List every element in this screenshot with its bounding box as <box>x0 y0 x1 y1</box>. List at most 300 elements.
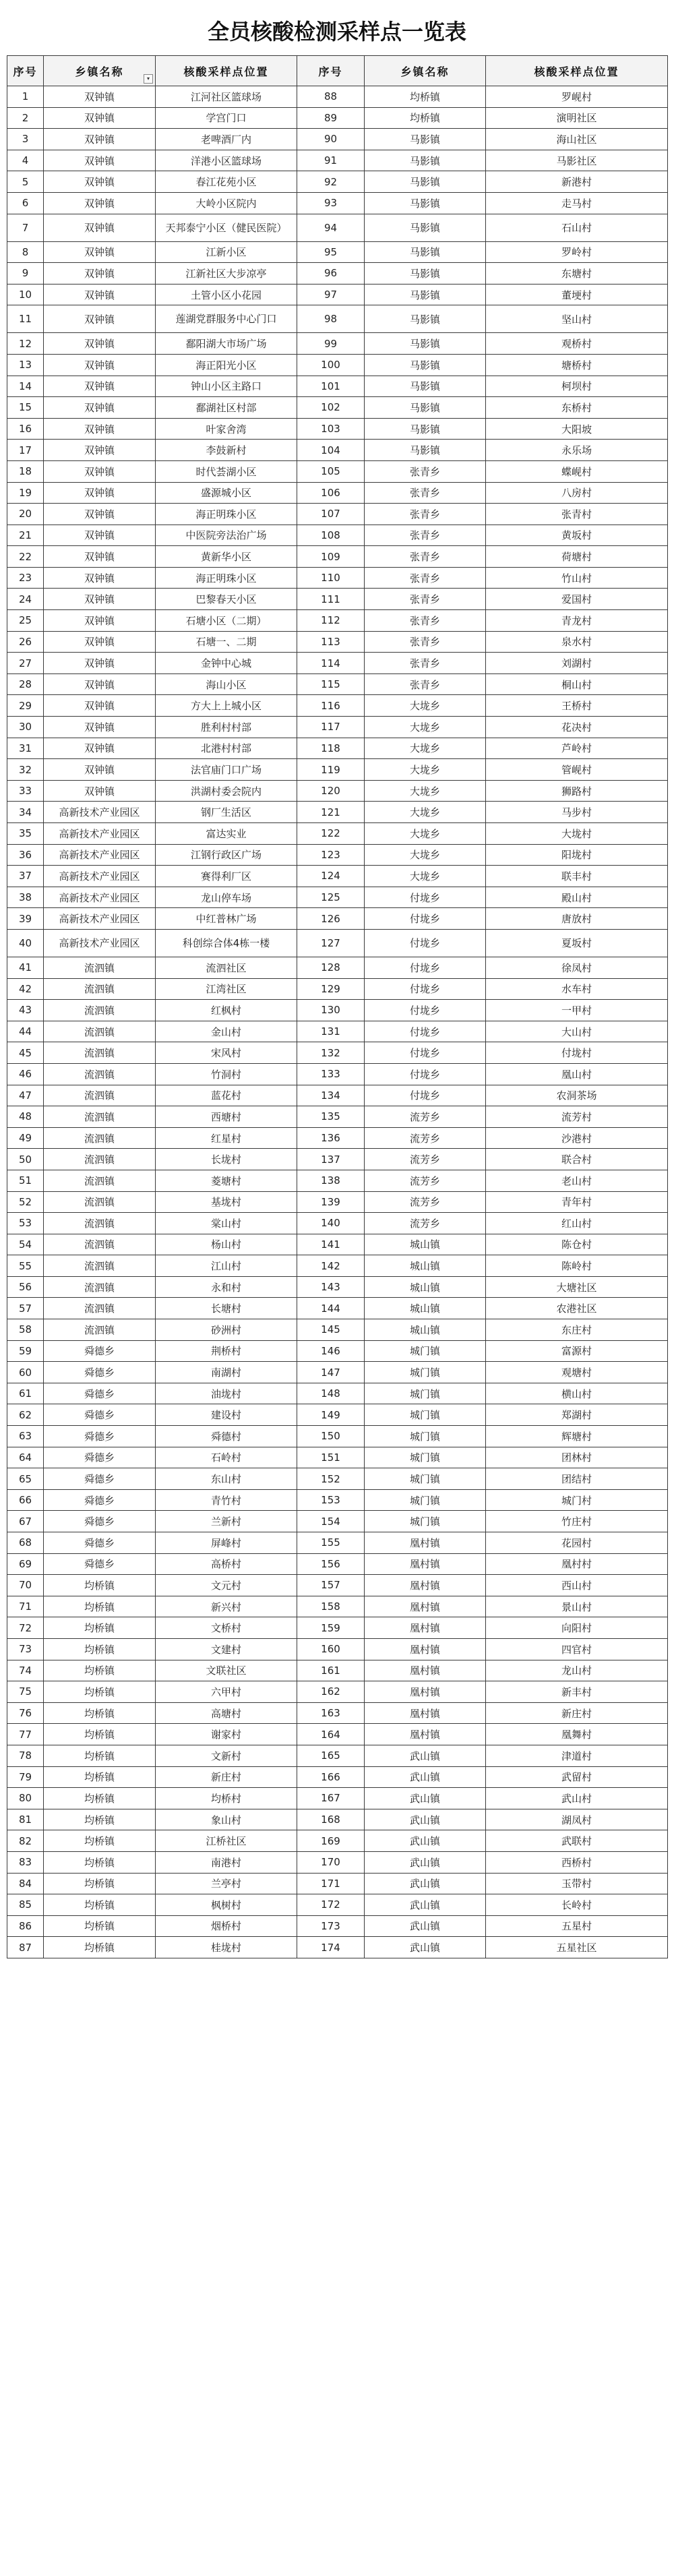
cell-location: 江新小区 <box>156 241 297 263</box>
cell-location-2: 陈岭村 <box>486 1255 668 1277</box>
cell-no: 12 <box>7 333 44 355</box>
table-row <box>7 1851 668 1873</box>
table-row <box>7 460 668 482</box>
cell-location-2: 陈仓村 <box>486 1234 668 1255</box>
cell-town-2: 张青乡 <box>365 610 486 632</box>
cell-location: 海山小区 <box>156 673 297 695</box>
cell-no-2: 98 <box>297 305 365 333</box>
cell-location-2: 五星社区 <box>486 1937 668 1958</box>
cell-location: 巴黎春天小区 <box>156 589 297 610</box>
cell-town-2: 张青乡 <box>365 504 486 525</box>
cell-no-2: 167 <box>297 1788 365 1809</box>
cell-town: 均桥镇 <box>44 1681 156 1703</box>
cell-location: 中医院旁法治广场 <box>156 525 297 546</box>
cell-location-2: 大塘社区 <box>486 1276 668 1298</box>
cell-town-2: 张青乡 <box>365 631 486 653</box>
cell-location-2: 流芳村 <box>486 1106 668 1128</box>
cell-town: 均桥镇 <box>44 1873 156 1894</box>
cell-location-2: 武联村 <box>486 1830 668 1852</box>
table-row <box>7 1042 668 1064</box>
cell-town: 高新技术产业园区 <box>44 908 156 930</box>
cell-town-2: 张青乡 <box>365 460 486 482</box>
cell-no-2: 138 <box>297 1170 365 1191</box>
cell-town-2: 马影镇 <box>365 214 486 241</box>
cell-town: 双钟镇 <box>44 192 156 214</box>
cell-location-2: 新庄村 <box>486 1702 668 1724</box>
cell-location-2: 王桥村 <box>486 695 668 717</box>
cell-location-2: 八房村 <box>486 482 668 504</box>
cell-no-2: 123 <box>297 844 365 866</box>
cell-no: 17 <box>7 440 44 461</box>
cell-town-2: 凰村镇 <box>365 1575 486 1596</box>
cell-no-2: 101 <box>297 376 365 397</box>
cell-location-2: 东塘村 <box>486 263 668 284</box>
cell-town-2: 城门镇 <box>365 1362 486 1383</box>
cell-town-2: 张青乡 <box>365 653 486 674</box>
cell-location: 象山村 <box>156 1809 297 1830</box>
cell-town-2: 付垅乡 <box>365 1000 486 1021</box>
cell-no-2: 148 <box>297 1383 365 1404</box>
table-row <box>7 1426 668 1447</box>
cell-town-2: 凰村镇 <box>365 1553 486 1575</box>
cell-no-2: 110 <box>297 567 365 589</box>
cell-no-2: 162 <box>297 1681 365 1703</box>
sheet-title: 全员核酸检测采样点一览表 <box>207 19 466 44</box>
cell-no: 35 <box>7 823 44 845</box>
cell-no-2: 122 <box>297 823 365 845</box>
table-row <box>7 150 668 171</box>
cell-no: 40 <box>7 929 44 957</box>
cell-location: 李鼓新村 <box>156 440 297 461</box>
cell-location-2: 刘湖村 <box>486 653 668 674</box>
cell-no: 32 <box>7 759 44 781</box>
cell-location: 胜利村村部 <box>156 717 297 738</box>
cell-no: 10 <box>7 284 44 305</box>
cell-no: 2 <box>7 107 44 129</box>
cell-no-2: 89 <box>297 107 365 129</box>
cell-no: 8 <box>7 241 44 263</box>
cell-location-2: 柯坝村 <box>486 376 668 397</box>
cell-location: 烟桥村 <box>156 1915 297 1937</box>
cell-town-2: 城门镇 <box>365 1383 486 1404</box>
cell-no: 1 <box>7 86 44 108</box>
cell-no-2: 129 <box>297 978 365 1000</box>
cell-town-2: 均桥镇 <box>365 107 486 129</box>
cell-location: 东山村 <box>156 1468 297 1490</box>
cell-town-2: 马影镇 <box>365 284 486 305</box>
table-row <box>7 1468 668 1490</box>
cell-location: 方大上上城小区 <box>156 695 297 717</box>
cell-location-2: 龙山村 <box>486 1660 668 1681</box>
cell-town-2: 张青乡 <box>365 525 486 546</box>
cell-location-2: 东庄村 <box>486 1319 668 1341</box>
cell-no: 66 <box>7 1489 44 1511</box>
cell-location-2: 团结村 <box>486 1468 668 1490</box>
table-row <box>7 1191 668 1213</box>
table-row <box>7 376 668 397</box>
table-row <box>7 525 668 546</box>
cell-location: 钢厂生活区 <box>156 802 297 823</box>
cell-no-2: 136 <box>297 1127 365 1149</box>
cell-no-2: 118 <box>297 738 365 759</box>
table-row <box>7 1127 668 1149</box>
cell-town-2: 武山镇 <box>365 1830 486 1852</box>
cell-town: 双钟镇 <box>44 695 156 717</box>
cell-town-2: 武山镇 <box>365 1915 486 1937</box>
cell-no: 63 <box>7 1426 44 1447</box>
cell-town: 舜德乡 <box>44 1489 156 1511</box>
table-row <box>7 1702 668 1724</box>
cell-town: 流泗镇 <box>44 1042 156 1064</box>
cell-location: 宋风村 <box>156 1042 297 1064</box>
cell-town: 流泗镇 <box>44 1063 156 1085</box>
cell-town-2: 马影镇 <box>365 305 486 333</box>
cell-town: 流泗镇 <box>44 1085 156 1106</box>
cell-town-2: 张青乡 <box>365 546 486 568</box>
cell-town-2: 城门镇 <box>365 1404 486 1426</box>
cell-no-2: 112 <box>297 610 365 632</box>
cell-no: 74 <box>7 1660 44 1681</box>
table-row <box>7 1681 668 1703</box>
cell-location-2: 罗岭村 <box>486 241 668 263</box>
cell-location-2: 一甲村 <box>486 1000 668 1021</box>
cell-location: 学宫门口 <box>156 107 297 129</box>
cell-town-2: 凰村镇 <box>365 1681 486 1703</box>
table-row <box>7 397 668 419</box>
cell-location-2: 泉水村 <box>486 631 668 653</box>
table-row <box>7 171 668 193</box>
cell-no: 15 <box>7 397 44 419</box>
cell-location-2: 横山村 <box>486 1383 668 1404</box>
table-row <box>7 1298 668 1319</box>
cell-location-2: 走马村 <box>486 192 668 214</box>
cell-location: 屏峰村 <box>156 1532 297 1554</box>
cell-location-2: 唐放村 <box>486 908 668 930</box>
cell-no-2: 120 <box>297 780 365 802</box>
cell-town: 均桥镇 <box>44 1830 156 1852</box>
cell-town-2: 马影镇 <box>365 192 486 214</box>
cell-town: 双钟镇 <box>44 440 156 461</box>
table-row <box>7 695 668 717</box>
cell-town-2: 付垅乡 <box>365 1021 486 1042</box>
cell-location-2: 凰舞村 <box>486 1724 668 1745</box>
cell-location: 文元村 <box>156 1575 297 1596</box>
cell-location: 赛得利厂区 <box>156 866 297 887</box>
cell-location-2: 董埂村 <box>486 284 668 305</box>
cell-no-2: 173 <box>297 1915 365 1937</box>
cell-no: 69 <box>7 1553 44 1575</box>
cell-no: 87 <box>7 1937 44 1958</box>
table-row <box>7 1894 668 1916</box>
cell-no: 73 <box>7 1638 44 1660</box>
cell-no: 72 <box>7 1617 44 1639</box>
cell-no-2: 165 <box>297 1745 365 1766</box>
cell-location: 鄱湖社区村部 <box>156 397 297 419</box>
cell-town: 双钟镇 <box>44 673 156 695</box>
cell-location: 长塘村 <box>156 1298 297 1319</box>
cell-no-2: 130 <box>297 1000 365 1021</box>
cell-no-2: 90 <box>297 129 365 150</box>
cell-location: 老啤酒厂内 <box>156 129 297 150</box>
cell-no-2: 105 <box>297 460 365 482</box>
table-row <box>7 1809 668 1830</box>
table-row <box>7 1362 668 1383</box>
table-row <box>7 418 668 440</box>
cell-no-2: 152 <box>297 1468 365 1490</box>
cell-town-2: 城山镇 <box>365 1298 486 1319</box>
cell-town: 双钟镇 <box>44 214 156 241</box>
cell-town: 高新技术产业园区 <box>44 802 156 823</box>
cell-no: 57 <box>7 1298 44 1319</box>
cell-town: 高新技术产业园区 <box>44 823 156 845</box>
cell-town-2: 张青乡 <box>365 589 486 610</box>
cell-town: 双钟镇 <box>44 171 156 193</box>
table-row <box>7 631 668 653</box>
cell-no: 68 <box>7 1532 44 1554</box>
cell-town: 流泗镇 <box>44 1170 156 1191</box>
cell-no-2: 151 <box>297 1447 365 1468</box>
cell-town-2: 马影镇 <box>365 397 486 419</box>
cell-no: 23 <box>7 567 44 589</box>
cell-location: 盛源城小区 <box>156 482 297 504</box>
cell-no: 49 <box>7 1127 44 1149</box>
cell-location-2: 长岭村 <box>486 1894 668 1916</box>
cell-town: 均桥镇 <box>44 1596 156 1617</box>
cell-location: 时代荟湖小区 <box>156 460 297 482</box>
cell-location: 叶家舍湾 <box>156 418 297 440</box>
cell-location-2: 付垅村 <box>486 1042 668 1064</box>
cell-location-2: 郑湖村 <box>486 1404 668 1426</box>
cell-location: 莲湖党群服务中心门口 <box>156 305 297 333</box>
cell-no: 5 <box>7 171 44 193</box>
cell-town-2: 武山镇 <box>365 1937 486 1958</box>
cell-location-2: 武山村 <box>486 1788 668 1809</box>
table-row <box>7 1340 668 1362</box>
cell-town-2: 流芳乡 <box>365 1106 486 1128</box>
table-row <box>7 1532 668 1554</box>
table-row <box>7 1830 668 1852</box>
cell-town-2: 大垅乡 <box>365 844 486 866</box>
cell-town: 流泗镇 <box>44 1276 156 1298</box>
cell-no-2: 154 <box>297 1511 365 1532</box>
header-town-2: 乡镇名称 <box>365 56 486 86</box>
table-row <box>7 1383 668 1404</box>
table-row <box>7 1489 668 1511</box>
cell-no-2: 172 <box>297 1894 365 1916</box>
cell-no-2: 117 <box>297 717 365 738</box>
cell-location: 流泗社区 <box>156 957 297 978</box>
cell-town: 双钟镇 <box>44 263 156 284</box>
cell-no: 19 <box>7 482 44 504</box>
cell-town: 双钟镇 <box>44 482 156 504</box>
cell-no-2: 99 <box>297 333 365 355</box>
table-row <box>7 333 668 355</box>
cell-location: 北港村村部 <box>156 738 297 759</box>
cell-town-2: 马影镇 <box>365 241 486 263</box>
table-row <box>7 284 668 305</box>
cell-town-2: 大垅乡 <box>365 866 486 887</box>
cell-location: 中红普林广场 <box>156 908 297 930</box>
cell-no: 41 <box>7 957 44 978</box>
cell-location-2: 大垅村 <box>486 823 668 845</box>
cell-no-2: 114 <box>297 653 365 674</box>
cell-town: 流泗镇 <box>44 978 156 1000</box>
cell-no-2: 119 <box>297 759 365 781</box>
cell-no: 24 <box>7 589 44 610</box>
cell-no-2: 170 <box>297 1851 365 1873</box>
cell-no-2: 113 <box>297 631 365 653</box>
cell-town: 均桥镇 <box>44 1745 156 1766</box>
cell-town: 舜德乡 <box>44 1362 156 1383</box>
cell-no: 28 <box>7 673 44 695</box>
table-row <box>7 1873 668 1894</box>
cell-location: 春江花苑小区 <box>156 171 297 193</box>
table-row <box>7 546 668 568</box>
cell-town: 双钟镇 <box>44 86 156 108</box>
cell-location: 江河社区篮球场 <box>156 86 297 108</box>
cell-no-2: 169 <box>297 1830 365 1852</box>
table-row <box>7 354 668 376</box>
cell-town-2: 大垅乡 <box>365 695 486 717</box>
cell-town-2: 付垅乡 <box>365 1042 486 1064</box>
cell-town: 均桥镇 <box>44 1766 156 1788</box>
cell-town: 流泗镇 <box>44 1021 156 1042</box>
cell-no-2: 96 <box>297 263 365 284</box>
cell-location-2: 青龙村 <box>486 610 668 632</box>
table-row <box>7 305 668 333</box>
cell-location-2: 大山村 <box>486 1021 668 1042</box>
cell-town-2: 城门镇 <box>365 1489 486 1511</box>
table-row <box>7 844 668 866</box>
cell-town-2: 武山镇 <box>365 1894 486 1916</box>
cell-town-2: 武山镇 <box>365 1788 486 1809</box>
cell-town-2: 马影镇 <box>365 418 486 440</box>
cell-town-2: 付垅乡 <box>365 978 486 1000</box>
table-row <box>7 1063 668 1085</box>
cell-location: 兰新村 <box>156 1511 297 1532</box>
cell-location: 海正明珠小区 <box>156 567 297 589</box>
cell-location-2: 农洞茶场 <box>486 1085 668 1106</box>
table-row <box>7 717 668 738</box>
cell-no: 71 <box>7 1596 44 1617</box>
cell-location-2: 罗岘村 <box>486 86 668 108</box>
cell-no-2: 171 <box>297 1873 365 1894</box>
table-row <box>7 1149 668 1170</box>
cell-no: 61 <box>7 1383 44 1404</box>
cell-no-2: 161 <box>297 1660 365 1681</box>
sampling-site-table <box>7 55 668 1958</box>
cell-location-2: 水车村 <box>486 978 668 1000</box>
cell-location-2: 永乐场 <box>486 440 668 461</box>
cell-no-2: 126 <box>297 908 365 930</box>
cell-town-2: 马影镇 <box>365 376 486 397</box>
table-row <box>7 780 668 802</box>
cell-location-2: 凰村村 <box>486 1553 668 1575</box>
table-row <box>7 214 668 241</box>
cell-town-2: 凰村镇 <box>365 1660 486 1681</box>
cell-town: 高新技术产业园区 <box>44 887 156 908</box>
cell-location-2: 狮路村 <box>486 780 668 802</box>
cell-town: 均桥镇 <box>44 1724 156 1745</box>
cell-town-2: 武山镇 <box>365 1766 486 1788</box>
cell-location: 文桥村 <box>156 1617 297 1639</box>
cell-town: 双钟镇 <box>44 589 156 610</box>
cell-no-2: 142 <box>297 1255 365 1277</box>
cell-no-2: 134 <box>297 1085 365 1106</box>
cell-town-2: 凰村镇 <box>365 1724 486 1745</box>
cell-town: 双钟镇 <box>44 653 156 674</box>
cell-no-2: 111 <box>297 589 365 610</box>
cell-location-2: 石山村 <box>486 214 668 241</box>
cell-no-2: 108 <box>297 525 365 546</box>
cell-town: 均桥镇 <box>44 1660 156 1681</box>
cell-town-2: 城山镇 <box>365 1234 486 1255</box>
cell-town-2: 大垅乡 <box>365 717 486 738</box>
cell-no: 13 <box>7 354 44 376</box>
cell-town: 高新技术产业园区 <box>44 866 156 887</box>
cell-no: 50 <box>7 1149 44 1170</box>
cell-location-2: 管岘村 <box>486 759 668 781</box>
cell-location-2: 蝶岘村 <box>486 460 668 482</box>
cell-no-2: 153 <box>297 1489 365 1511</box>
cell-location-2: 观塘村 <box>486 1362 668 1383</box>
cell-town: 流泗镇 <box>44 1149 156 1170</box>
cell-no-2: 127 <box>297 929 365 957</box>
cell-town: 双钟镇 <box>44 504 156 525</box>
cell-town-2: 城山镇 <box>365 1319 486 1341</box>
cell-town: 高新技术产业园区 <box>44 844 156 866</box>
header-town <box>44 56 156 86</box>
cell-location-2: 坚山村 <box>486 305 668 333</box>
table-row <box>7 738 668 759</box>
cell-town-2: 付垅乡 <box>365 1085 486 1106</box>
cell-town: 均桥镇 <box>44 1851 156 1873</box>
cell-location-2: 阳垅村 <box>486 844 668 866</box>
cell-no: 56 <box>7 1276 44 1298</box>
cell-town-2: 马影镇 <box>365 150 486 171</box>
cell-town: 流泗镇 <box>44 1298 156 1319</box>
cell-town: 舜德乡 <box>44 1532 156 1554</box>
header-no-2: 序号 <box>297 56 365 86</box>
cell-no-2: 131 <box>297 1021 365 1042</box>
cell-location: 南湖村 <box>156 1362 297 1383</box>
cell-no: 45 <box>7 1042 44 1064</box>
cell-no-2: 160 <box>297 1638 365 1660</box>
cell-location: 六甲村 <box>156 1681 297 1703</box>
table-row <box>7 1553 668 1575</box>
cell-no-2: 116 <box>297 695 365 717</box>
cell-location: 江新社区大步凉亭 <box>156 263 297 284</box>
cell-town: 双钟镇 <box>44 525 156 546</box>
cell-town: 流泗镇 <box>44 1213 156 1234</box>
cell-location: 红枫村 <box>156 1000 297 1021</box>
table-row <box>7 1170 668 1191</box>
cell-location-2: 青年村 <box>486 1191 668 1213</box>
cell-town-2: 城门镇 <box>365 1511 486 1532</box>
cell-location: 大岭小区院内 <box>156 192 297 214</box>
table-row <box>7 759 668 781</box>
cell-town: 舜德乡 <box>44 1383 156 1404</box>
table-row <box>7 1660 668 1681</box>
cell-town: 舜德乡 <box>44 1426 156 1447</box>
filter-dropdown-icon[interactable]: ▾ <box>144 74 153 84</box>
cell-location-2: 武留村 <box>486 1766 668 1788</box>
cell-no-2: 145 <box>297 1319 365 1341</box>
cell-town-2: 武山镇 <box>365 1851 486 1873</box>
cell-no: 26 <box>7 631 44 653</box>
cell-no: 48 <box>7 1106 44 1128</box>
cell-location-2: 演明社区 <box>486 107 668 129</box>
